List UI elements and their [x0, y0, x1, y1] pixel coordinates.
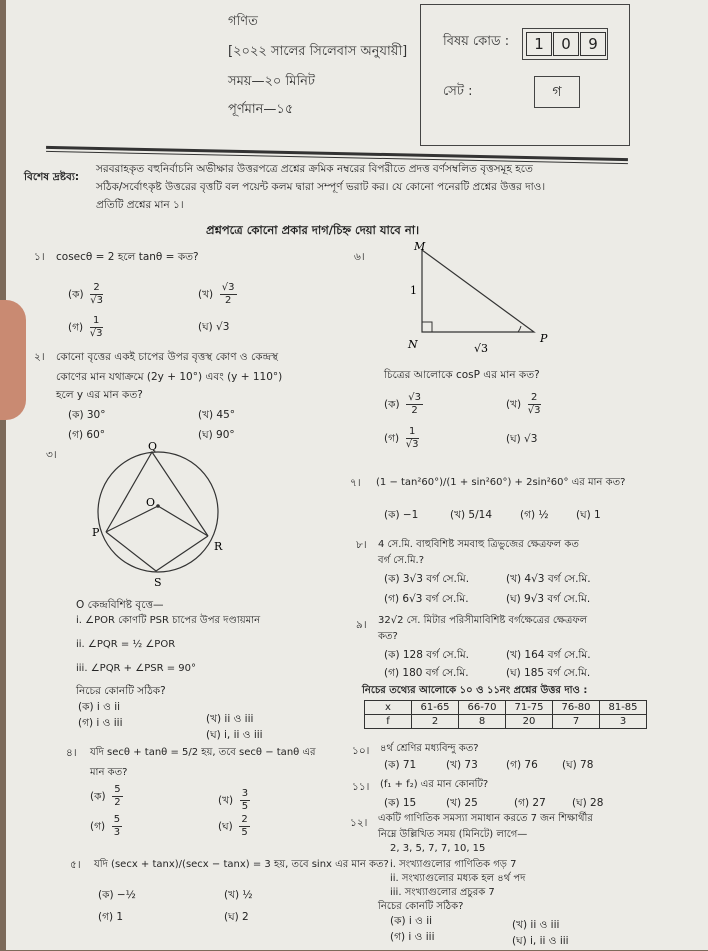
- angle-p-arc: [518, 326, 521, 332]
- q11-text: (f₁ + f₂) এর মান কোনটি?: [380, 779, 489, 790]
- q10-option-b: (খ) 73: [446, 759, 478, 771]
- q3-statement-ii: ii. ∠PQR = ½ ∠POR: [76, 639, 176, 650]
- q4-number: ৪।: [66, 747, 77, 759]
- label-p: P: [540, 332, 548, 345]
- q12-line-2: নিম্নে উল্লিখিত সময় (মিনিটে) লাগে—: [378, 829, 528, 840]
- q2-line-3: হলে y এর মান কত?: [56, 389, 143, 401]
- table-header-f: f: [365, 715, 412, 729]
- q1-option-c: (গ) $\frac{1}{√3}$: [68, 315, 103, 339]
- q6-number: ৬।: [354, 251, 365, 263]
- q9-option-d: (ঘ) 185 বর্গ সে.মি.: [506, 667, 591, 679]
- q11-option-b: (খ) 25: [446, 797, 478, 809]
- q9-option-c: (গ) 180 বর্গ সে.মি.: [384, 667, 469, 679]
- table-cell: 71-75: [506, 701, 553, 715]
- table-cell: 2: [412, 715, 459, 729]
- instruction-line-2: সঠিক/সর্বোৎকৃষ্ট উত্তরের বৃত্তটি বল পয়েন্ট কলম দ্বারা সম্পূর্ণ ভরাট কর। যে কোনো পনেরটি প্রশ্নের উত্তর দাও।: [96, 181, 546, 193]
- q5-option-a: (ক) −½: [98, 889, 136, 901]
- q6-option-d: (ঘ) √3: [506, 433, 538, 445]
- q11-option-c: (গ) 27: [514, 797, 546, 809]
- q12-ask: নিচের কোনটি সঠিক?: [378, 901, 464, 912]
- radius-por: [106, 506, 208, 536]
- q3-option-b: (খ) ii ও iii: [206, 713, 254, 725]
- q4-option-a: (ক) $\frac{5}{2}$: [90, 784, 121, 808]
- q3-number: ৩।: [46, 449, 57, 461]
- q9-option-b: (খ) 164 বর্গ সে.মি.: [506, 649, 591, 661]
- table-header-x: x: [365, 701, 412, 715]
- label-n: N: [408, 338, 418, 351]
- q3-option-a: (ক) i ও ii: [78, 701, 121, 713]
- q11-number: ১১।: [352, 781, 370, 793]
- table-cell: 8: [459, 715, 506, 729]
- q2-option-d: (ঘ) 90°: [198, 429, 235, 441]
- q12-option-d: (ঘ) i, ii ও iii: [512, 935, 569, 947]
- q12-option-c: (গ) i ও iii: [390, 931, 435, 943]
- q7-option-b: (খ) 5/14: [450, 509, 493, 521]
- q9-option-a: (ক) 128 বর্গ সে.মি.: [384, 649, 470, 661]
- table-row-x: [365, 701, 647, 715]
- q1-option-d: (ঘ) √3: [198, 321, 230, 333]
- q12-statement-iii: iii. সংখ্যাগুলোর প্রচুরক 7: [390, 887, 495, 898]
- exam-time: সময়—২০ মিনিট: [228, 74, 316, 89]
- q12-statement-ii: ii. সংখ্যাগুলোর মধ্যক হল ৪র্থ পদ: [390, 873, 526, 884]
- instruction-label: বিশেষ দ্রষ্টব্য:: [24, 171, 80, 183]
- q8-option-c: (গ) 6√3 বর্গ সে.মি.: [384, 593, 469, 605]
- q3-option-d: (ঘ) i, ii ও iii: [206, 729, 263, 741]
- q2-number: ২।: [34, 351, 45, 363]
- triangle-mnp: [422, 250, 534, 332]
- code-digit-3: 9: [580, 32, 606, 56]
- q3-center-label: O কেন্দ্রবিশিষ্ট বৃত্তে—: [76, 599, 164, 611]
- q6-ask: চিত্রের আলোকে cosP এর মান কত?: [384, 369, 540, 381]
- code-digit-2: 0: [553, 32, 579, 56]
- q1-number: ১।: [34, 251, 45, 263]
- q3-ask: নিচের কোনটি সঠিক?: [76, 685, 166, 697]
- frequency-table: [364, 700, 647, 729]
- q10-text: ৪র্থ শ্রেণির মধ্যবিন্দু কত?: [380, 743, 479, 754]
- table-cell: 66-70: [459, 701, 506, 715]
- q10-option-d: (ঘ) 78: [562, 759, 594, 771]
- q1-option-a: (ক) $\frac{2}{√3}$: [68, 282, 103, 306]
- q4-option-b: (খ) $\frac{3}{5}$: [218, 788, 249, 812]
- q12-number: ১২।: [350, 817, 368, 829]
- label-o: O: [146, 496, 156, 509]
- table-row-f: [365, 715, 647, 729]
- q12-option-b: (খ) ii ও iii: [512, 919, 560, 931]
- right-angle-mark: [422, 322, 432, 332]
- instruction-line-1: সরবরাহকৃত বহুনির্বাচনি অভীক্ষার উত্তরপত্রে প্রশ্নের ক্রমিক নম্বরের বিপরীতে প্রদত্ত বর্ণসম্বলিত বৃত্তসমূহ হতে: [96, 163, 533, 175]
- q3-circle-figure: [86, 440, 256, 590]
- base-label: √3: [474, 342, 489, 355]
- q8-line-1: 4 সে.মি. বাহুবিশিষ্ট সমবাহু ত্রিভুজের ক্ষেত্রফল কত: [378, 539, 579, 550]
- table-cell: 61-65: [412, 701, 459, 715]
- q3-statement-iii: iii. ∠PQR + ∠PSR = 90°: [76, 663, 196, 674]
- q5-option-c: (গ) 1: [98, 911, 124, 923]
- q9-number: ৯।: [356, 619, 367, 631]
- q8-line-2: বর্গ সে.মি.?: [378, 555, 425, 566]
- q7-option-c: (গ) ½: [520, 509, 549, 521]
- q4-line-2: মান কত?: [90, 767, 128, 778]
- table-intro: নিচের তথ্যের আলোকে ১০ ও ১১নং প্রশ্নের উত্তর দাও :: [362, 685, 588, 696]
- q4-line-1: যদি secθ + tanθ = 5/2 হয়, তবে secθ − tanθ এর: [90, 747, 316, 758]
- q6-option-a: (ক) $\frac{√3}{2}$: [384, 392, 421, 416]
- q7-option-d: (ঘ) 1: [576, 509, 601, 521]
- q10-option-a: (ক) 71: [384, 759, 417, 771]
- q6-option-c: (গ) $\frac{1}{√3}$: [384, 426, 419, 450]
- q12-statement-i: i. সংখ্যাগুলোর গাণিতিক গড় 7: [390, 859, 517, 870]
- q3-option-c: (গ) i ও iii: [78, 717, 123, 729]
- q8-option-d: (ঘ) 9√3 বর্গ সে.মি.: [506, 593, 591, 605]
- syllabus-note: [২০২২ সালের সিলেবাস অনুযায়ী]: [228, 44, 408, 59]
- q6-triangle-figure: [402, 240, 562, 360]
- q9-line-2: কত?: [378, 631, 398, 642]
- q5-number: ৫।: [70, 859, 81, 871]
- q12-line-3: 2, 3, 5, 7, 7, 10, 15: [390, 843, 486, 854]
- exam-paper: [6, 0, 708, 950]
- table-cell: 81-85: [600, 701, 647, 715]
- q10-option-c: (গ) 76: [506, 759, 538, 771]
- table-cell: 7: [553, 715, 600, 729]
- q7-option-a: (ক) −1: [384, 509, 419, 521]
- q5-line-1: যদি (secx + tanx)/(secx − tanx) = 3 হয়, তবে sinx এর মান কত?: [94, 859, 389, 870]
- chord-psr: [106, 532, 208, 571]
- q12-option-a: (ক) i ও ii: [390, 915, 433, 927]
- code-digit-1: 1: [526, 32, 552, 56]
- q5-option-d: (ঘ) 2: [224, 911, 249, 923]
- label-r: R: [214, 540, 223, 553]
- set-value: গ: [534, 76, 580, 108]
- q2-line-1: কোনো বৃত্তের একই চাপের উপর বৃত্তস্থ কোণ ও কেন্দ্রস্থ: [56, 351, 279, 363]
- side-label: 1: [410, 284, 417, 297]
- q2-option-c: (গ) 60°: [68, 429, 106, 441]
- q8-number: ৮।: [356, 539, 367, 551]
- q9-line-1: 32√2 সে. মিটার পরিসীমাবিশিষ্ট বর্গক্ষেত্রের ক্ষেত্রফল: [378, 615, 588, 626]
- thumb: [0, 300, 26, 420]
- label-q: Q: [148, 440, 158, 453]
- q6-option-b: (খ) $\frac{2}{√3}$: [506, 392, 541, 416]
- q11-option-a: (ক) 15: [384, 797, 417, 809]
- set-label: সেট :: [443, 84, 473, 99]
- subject-code-label: বিষয় কোড :: [443, 34, 510, 49]
- label-s: S: [154, 576, 162, 589]
- q8-option-a: (ক) 3√3 বর্গ সে.মি.: [384, 573, 470, 585]
- full-marks: পূর্ণমান—১৫: [228, 102, 294, 117]
- q2-option-b: (খ) 45°: [198, 409, 236, 421]
- q2-option-a: (ক) 30°: [68, 409, 106, 421]
- q1-text: cosecθ = 2 হলে tanθ = কত?: [56, 251, 199, 263]
- label-m: M: [414, 240, 426, 253]
- no-marks-note: প্রশ্নপত্রে কোনো প্রকার দাগ/চিহ্ন দেয়া যাবে না।: [206, 223, 420, 237]
- table-cell: 3: [600, 715, 647, 729]
- q11-option-d: (ঘ) 28: [572, 797, 604, 809]
- center-point: [156, 504, 160, 508]
- code-box: [420, 4, 630, 146]
- q4-option-c: (গ) $\frac{5}{3}$: [90, 814, 121, 838]
- subject-title: গণিত: [228, 14, 258, 29]
- instruction-line-3: প্রতিটি প্রশ্নের মান ১।: [96, 199, 184, 211]
- q12-line-1: একটি গাণিতিক সমস্যা সমাধান করতে 7 জন শিক্ষার্থীর: [378, 813, 593, 824]
- q7-number: ৭।: [350, 477, 361, 489]
- q3-statement-i: i. ∠POR কোণটি PSR চাপের উপর দণ্ডায়মান: [76, 615, 261, 626]
- label-p: P: [92, 526, 100, 539]
- circle: [98, 452, 218, 572]
- q4-option-d: (ঘ) $\frac{2}{5}$: [218, 814, 248, 838]
- q8-option-b: (খ) 4√3 বর্গ সে.মি.: [506, 573, 591, 585]
- table-cell: 76-80: [553, 701, 600, 715]
- q5-option-b: (খ) ½: [224, 889, 253, 901]
- q1-option-b: (খ) $\frac{√3}{2}$: [198, 282, 235, 306]
- table-cell: 20: [506, 715, 553, 729]
- q2-line-2: কোণের মান যথাক্রমে (2y + 10°) এবং (y + 110°): [56, 371, 283, 383]
- q7-text: (1 − tan²60°)/(1 + sin²60°) + 2sin²60° এর মান কত?: [376, 477, 626, 488]
- q10-number: ১০।: [352, 745, 370, 757]
